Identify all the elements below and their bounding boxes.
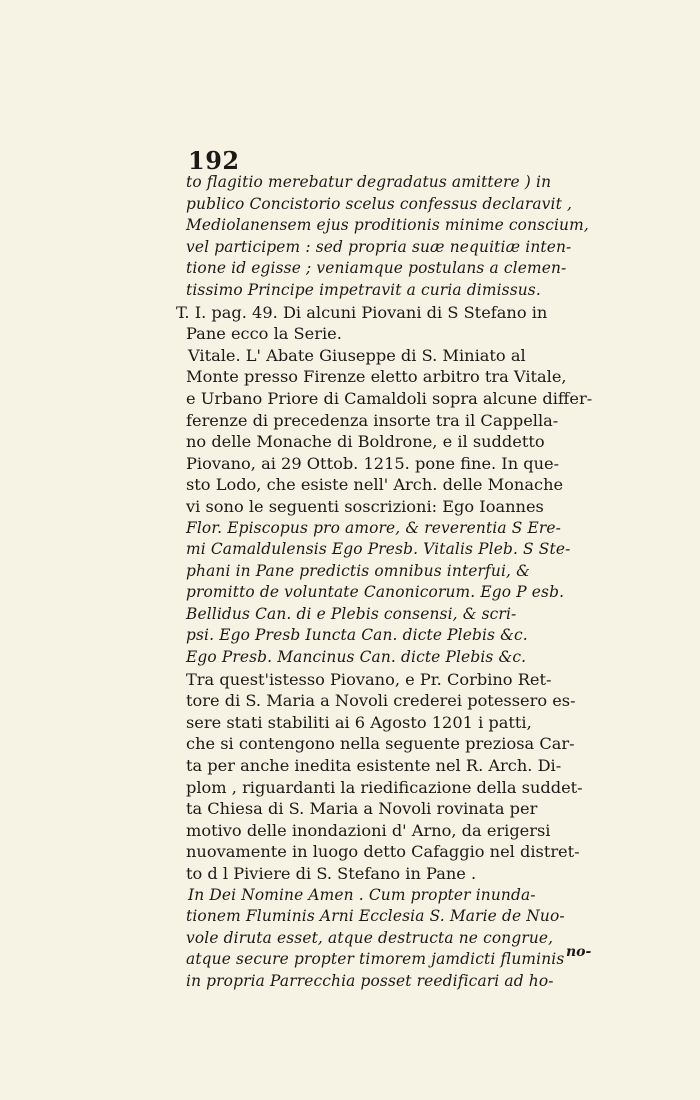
text-line-19: phani in Pane predictis omnibus interfui, & [186,561,530,580]
text-line-33: to d l Piviere di S. Stefano in Pane . [186,864,477,883]
text-line-37: atque secure propter timorem jamdicti fluminis [186,950,565,969]
text-line-34: In Dei Nomine Amen . Cum propter inunda- [188,885,536,904]
text-line-2: publico Concistorio scelus confessus declaravit , [186,194,573,213]
text-line-17: Flor. Episcopus pro amore, & reverentia S Ere- [186,518,561,537]
text-line-16: vi sono le seguenti soscrizioni: Ego Ioannes [186,496,544,516]
text-line-36: vole diruta esset, atque destructa ne congrue, [186,928,554,947]
text-line-29: plom , riguardanti la riedificazione della suddet- [186,777,583,797]
text-line-5: tione id egisse ; veniamque postulans a clemen- [186,259,567,278]
text-line-18: mi Camaldulensis Ego Presb. Vitalis Pleb. S Ste- [186,540,571,559]
text-line-31: motivo delle inondazioni d' Arno, da erigersi [186,820,551,840]
text-line-9: Vitale. L' Abate Giuseppe di S. Miniato al [188,345,526,365]
text-block [176,172,628,993]
text-line-6: tissimo Principe impetravit a curia dimissus. [186,280,541,299]
text-line-23: Ego Presb. Mancinus Can. dicte Plebis &c. [186,648,527,667]
text-line-15: sto Lodo, che esiste nell' Arch. delle Monache [186,475,564,495]
text-line-24: Tra quest'istesso Piovano, e Pr. Corbino Ret- [186,669,552,689]
text-line-22: psi. Ego Presb Iuncta Can. dicte Plebis &c. [186,626,528,645]
catchword: no- [566,944,592,960]
text-line-35: tionem Fluminis Arni Ecclesia S. Marie de Nuo- [186,907,565,926]
text-line-1: to flagitio merebatur degradatus amittere ) in [186,173,552,191]
text-line-12: ferenze di precedenza insorte tra il Cappella- [186,410,559,430]
text-line-28: ta per anche inedita esistente nel R. Arch. Di- [186,756,562,776]
text-line-38: in propria Parrecchia posset reedificari ad ho- [186,971,554,990]
text-line-21: Bellidus Can. di e Plebis consensi, & scri- [186,604,517,623]
page-number: 192 [188,146,240,175]
text-line-20: promitto de voluntate Canonicorum. Ego P esb. [186,583,565,602]
text-line-14: Piovano, ai 29 Ottob. 1215. pone fine. In que- [186,453,560,473]
text-line-32: nuovamente in luogo detto Cafaggio nel distret- [186,842,580,862]
text-line-26: sere stati stabiliti ai 6 Agosto 1201 i patti, [186,712,532,732]
text-line-3: Mediolanensem ejus proditionis minime conscium, [186,216,589,235]
text-line-10: Monte presso Firenze eletto arbitro tra Vitale, [186,367,567,387]
text-line-30: ta Chiesa di S. Maria a Novoli rovinata per [186,799,538,819]
text-line-4: vel participem : sed propria suæ nequitiæ inten- [186,237,572,256]
text-line-25: tore di S. Maria a Novoli crederei potessero es- [186,691,576,711]
text-line-8: Pane ecco la Serie. [186,324,342,344]
text-line-7: T. I. pag. 49. Di alcuni Piovani di S Stefano in [176,302,548,322]
text-line-13: no delle Monache di Boldrone, e il suddetto [186,432,545,452]
text-line-11: e Urbano Priore di Camaldoli sopra alcune differ- [186,388,593,408]
text-line-27: che si contengono nella seguente preziosa Car- [186,734,575,754]
